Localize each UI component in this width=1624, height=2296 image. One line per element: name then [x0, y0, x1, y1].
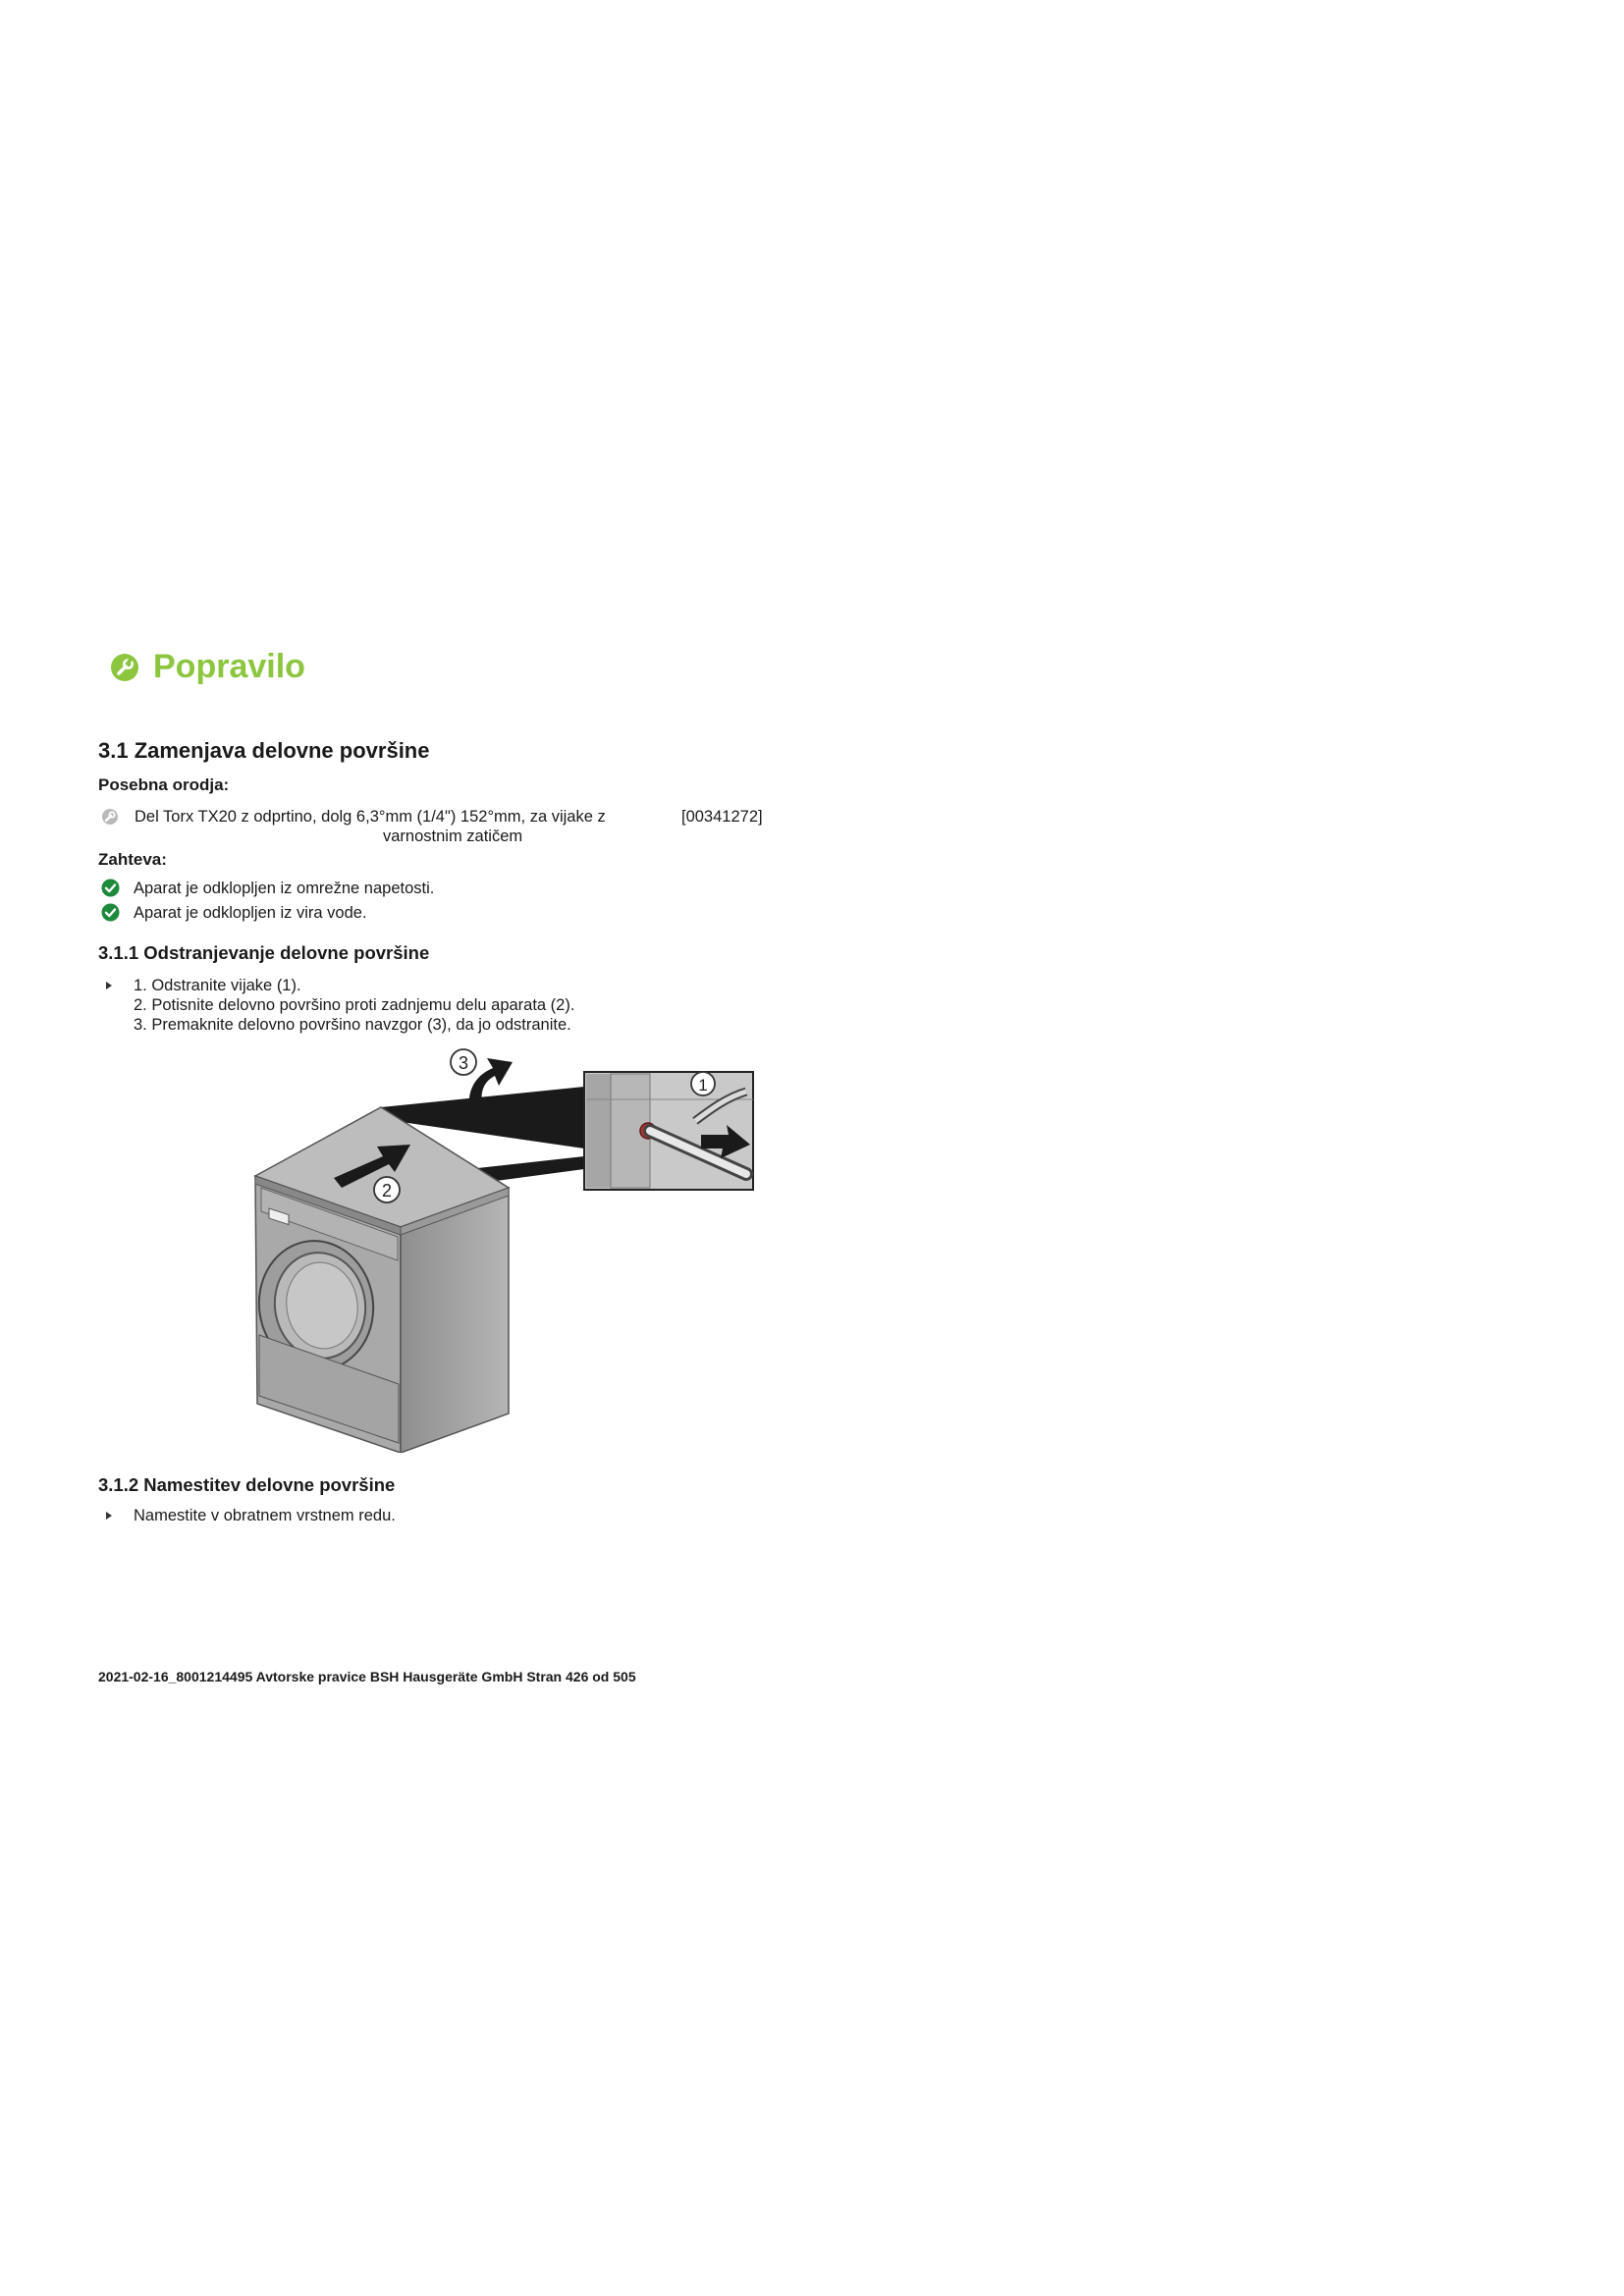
- detail-inset: [584, 1072, 753, 1190]
- section-title: 3.1 Zamenjava delovne površine: [98, 738, 430, 763]
- tool-part-number: [00341272]: [681, 808, 763, 826]
- tool-description-line1: Del Torx TX20 z odprtino, dolg 6,3°mm (1/4") 152°mm, za vijake z: [135, 808, 606, 826]
- bullet-arrow-icon: [106, 982, 112, 989]
- installation-step-item: [106, 1506, 396, 1525]
- chapter-title: Popravilo: [153, 648, 305, 685]
- callout-2-label: 2: [381, 1181, 393, 1201]
- installation-title: 3.1.2 Namestitev delovne površine: [98, 1474, 396, 1495]
- removal-step: 2. Potisnite delovno površino proti zadnjemu delu aparata (2).: [134, 996, 575, 1014]
- removal-title: 3.1.1 Odstranjevanje delovne površine: [98, 942, 430, 963]
- removal-steps: [106, 976, 574, 1035]
- dryer-illustration: [236, 1041, 766, 1453]
- tool-item: [101, 807, 119, 826]
- chapter-heading: [110, 648, 305, 686]
- installation-step: Namestite v obratnem vrstnem redu.: [134, 1507, 396, 1524]
- callout-3-label: 3: [458, 1053, 469, 1073]
- bullet-arrow-icon: [106, 1512, 112, 1520]
- page-footer: 2021-02-16_8001214495 Avtorske pravice BSH Hausgeräte GmbH Stran 426 od 505: [98, 1669, 636, 1684]
- callout-1-label: 1: [698, 1076, 708, 1095]
- requirement-item: [101, 903, 367, 923]
- callout-3: [451, 1049, 476, 1075]
- requirement-item: [101, 879, 434, 898]
- removal-step: 3. Premaknite delovno površino navzgor (3), da jo odstranite.: [134, 1016, 571, 1034]
- tool-icon: [101, 808, 119, 826]
- requirement-text: Aparat je odklopljen iz vira vode.: [134, 904, 367, 922]
- callout-2: [374, 1177, 400, 1202]
- wrench-icon: [110, 653, 139, 682]
- special-tools-label: Posebna orodja:: [98, 775, 230, 794]
- removal-step: 1. Odstranite vijake (1).: [134, 977, 301, 994]
- tool-description-line2: varnostnim zatičem: [383, 828, 523, 845]
- requirements-label: Zahteva:: [98, 850, 167, 869]
- check-circle-icon: [101, 903, 120, 922]
- check-circle-icon: [101, 879, 120, 897]
- requirement-text: Aparat je odklopljen iz omrežne napetosti.: [134, 880, 435, 897]
